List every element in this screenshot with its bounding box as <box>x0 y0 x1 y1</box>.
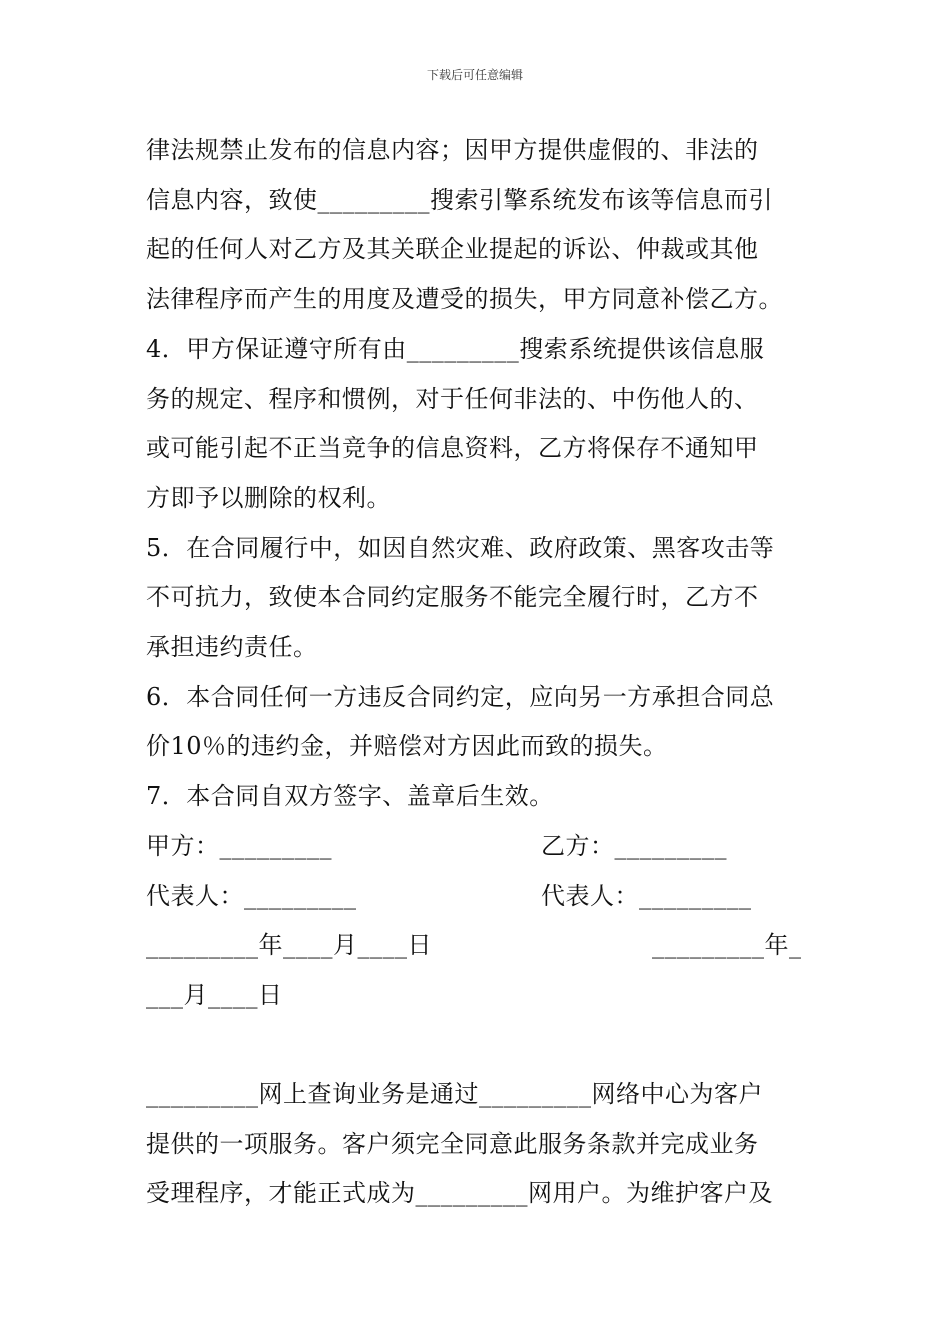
text-line: 务的规定、程序和惯例，对于任何非法的、中伤他人的、 <box>146 385 759 413</box>
text-line: 价10％的违约金，并赔偿对方因此而致的损失。 <box>146 732 668 760</box>
date-b-continued: ___月____日 <box>146 981 283 1009</box>
text-line: 不可抗力，致使本合同约定服务不能完全履行时，乙方不 <box>146 583 759 611</box>
party-b-label: 乙方：_________ <box>541 832 727 860</box>
text-line: 方即予以删除的权利。 <box>146 484 391 512</box>
text-line: 信息内容，致使_________搜索引擎系统发布该等信息而引 <box>146 186 773 214</box>
page-header: 下载后可任意编辑 <box>426 68 523 82</box>
text-line: 起的任何人对乙方及其关联企业提起的诉讼、仲裁或其他 <box>146 235 759 263</box>
text-line: 律法规禁止发布的信息内容；因甲方提供虚假的、非法的 <box>146 136 759 164</box>
text-line: 或可能引起不正当竞争的信息资料，乙方将保存不通知甲 <box>146 434 759 462</box>
date-a: _________年____月____日 <box>146 931 432 959</box>
para2-line: _________网上查询业务是通过_________网络中心为客户 <box>146 1080 763 1108</box>
para2-line: 提供的一项服务。客户须完全同意此服务条款并完成业务 <box>146 1130 759 1158</box>
clause-6: 6．本合同任何一方违反合同约定，应向另一方承担合同总 <box>146 683 775 711</box>
party-a-label: 甲方：_________ <box>146 832 332 860</box>
rep-a-label: 代表人：_________ <box>146 882 357 910</box>
clause-4: 4．甲方保证遵守所有由_________搜索系统提供该信息服 <box>146 335 765 363</box>
clause-7: 7．本合同自双方签字、盖章后生效。 <box>146 782 554 810</box>
text-line: 承担违约责任。 <box>146 633 318 661</box>
date-b: _________年_ <box>652 931 802 959</box>
para2-line: 受理程序，才能正式成为_________网用户。为维护客户及 <box>146 1179 773 1207</box>
clause-5: 5．在合同履行中，如因自然灾难、政府政策、黑客攻击等 <box>146 534 775 562</box>
rep-b-label: 代表人：_________ <box>541 882 752 910</box>
text-line: 法律程序而产生的用度及遭受的损失，甲方同意补偿乙方。 <box>146 285 783 313</box>
